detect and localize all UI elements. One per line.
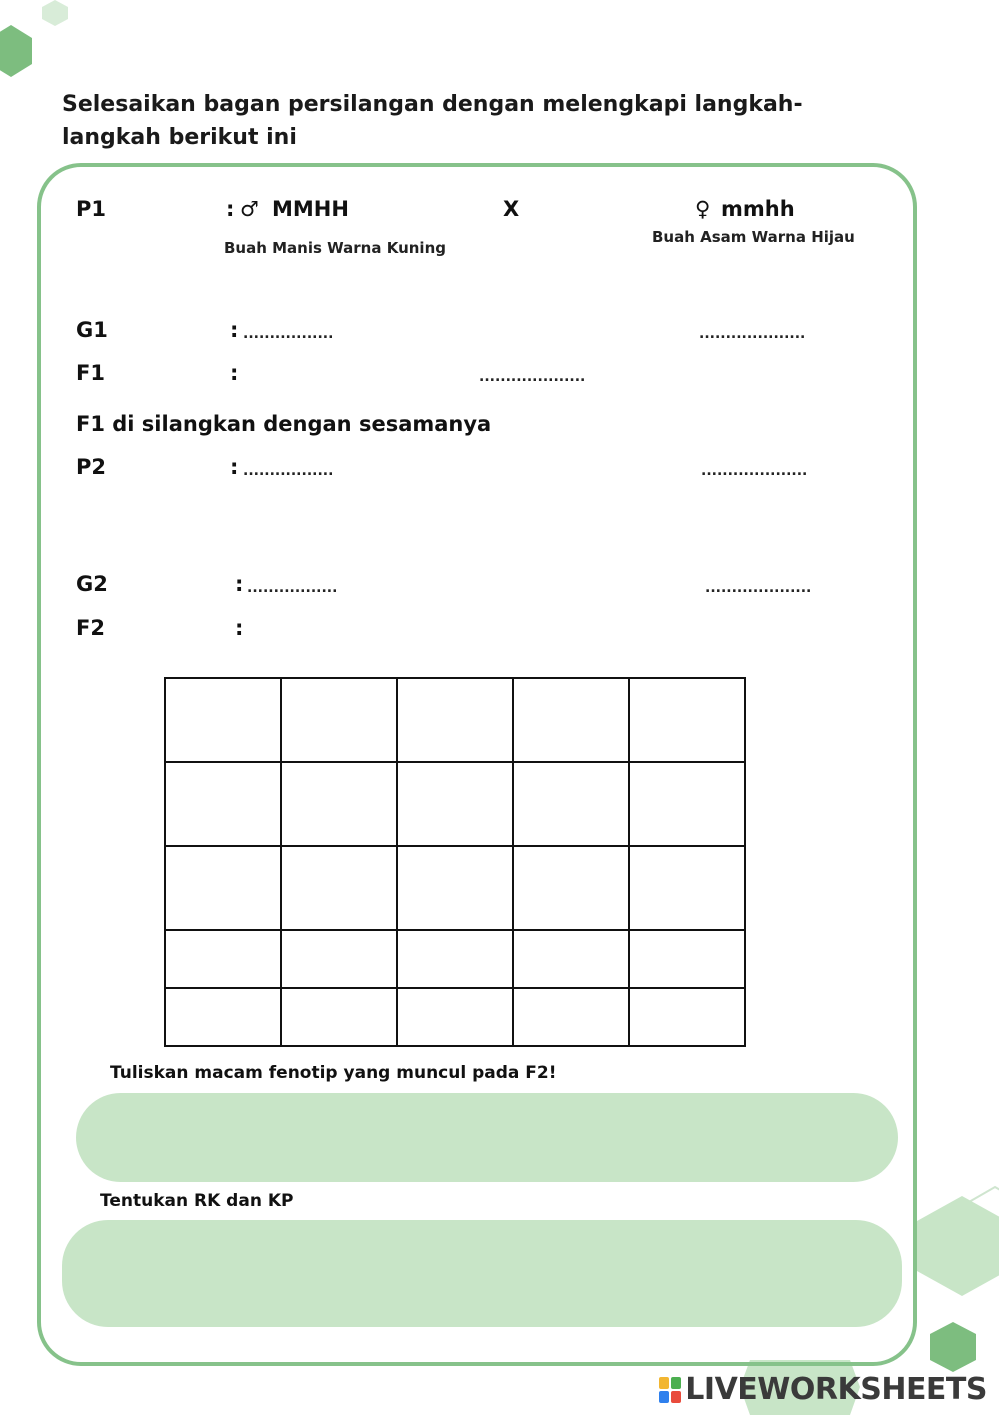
punnett-cell[interactable] (513, 762, 629, 846)
f2-colon: : (235, 616, 244, 640)
page-title: Selesaikan bagan persilangan dengan melengkapi langkah-langkah berikut ini (62, 92, 803, 150)
hexagon-decoration-top-left (0, 25, 32, 77)
punnett-cell[interactable] (397, 846, 513, 930)
female-symbol-icon: ♀ (695, 197, 711, 221)
p1-label: P1 (76, 197, 107, 221)
section-note: F1 di silangkan dengan sesamanya (76, 412, 492, 436)
g1-blank-right[interactable]: .................... (699, 326, 806, 342)
f1-colon: : (230, 361, 239, 385)
p2-label: P2 (76, 455, 107, 479)
p1-colon: : (226, 197, 235, 221)
liveworksheets-logo-icon (659, 1377, 681, 1403)
question-rk-kp: Tentukan RK dan KP (100, 1191, 294, 1211)
punnett-cell[interactable] (165, 678, 281, 762)
punnett-cell[interactable] (397, 930, 513, 988)
brand-text: LIVEWORKSHEETS (685, 1372, 987, 1407)
punnett-cell[interactable] (513, 930, 629, 988)
hexagon-decoration-top-small (40, 0, 70, 26)
male-phenotype: Buah Manis Warna Kuning (224, 239, 446, 257)
answer-box-rk-kp[interactable] (62, 1220, 902, 1327)
punnett-cell[interactable] (281, 762, 397, 846)
liveworksheets-brand[interactable] (659, 1372, 987, 1407)
male-symbol-icon: ♂ (240, 197, 259, 221)
punnett-square (164, 677, 746, 1047)
g2-colon: : (235, 572, 244, 596)
punnett-cell[interactable] (513, 846, 629, 930)
f2-label: F2 (76, 616, 105, 640)
punnett-cell[interactable] (165, 930, 281, 988)
male-genotype: MMHH (272, 197, 349, 221)
p2-blank-right[interactable]: .................... (701, 463, 808, 479)
f1-blank[interactable]: .................... (479, 369, 586, 385)
cross-symbol: X (503, 197, 520, 221)
punnett-cell[interactable] (397, 678, 513, 762)
female-phenotype: Buah Asam Warna Hijau (652, 228, 855, 246)
f1-label: F1 (76, 361, 105, 385)
punnett-cell[interactable] (513, 678, 629, 762)
punnett-cell[interactable] (629, 762, 745, 846)
female-genotype: mmhh (721, 197, 795, 221)
punnett-cell[interactable] (281, 988, 397, 1046)
punnett-cell[interactable] (397, 762, 513, 846)
g1-label: G1 (76, 318, 108, 342)
punnett-cell[interactable] (281, 846, 397, 930)
punnett-cell[interactable] (629, 988, 745, 1046)
g2-blank-right[interactable]: .................... (705, 580, 812, 596)
g2-label: G2 (76, 572, 108, 596)
punnett-cell[interactable] (281, 930, 397, 988)
hexagon-decoration-right-small (930, 1322, 976, 1372)
punnett-cell[interactable] (629, 846, 745, 930)
answer-box-phenotype[interactable] (76, 1093, 898, 1182)
punnett-cell[interactable] (165, 988, 281, 1046)
punnett-cell[interactable] (281, 678, 397, 762)
punnett-cell[interactable] (165, 762, 281, 846)
punnett-cell[interactable] (629, 678, 745, 762)
g2-blank-left[interactable]: ................. (247, 580, 338, 596)
p2-blank-left[interactable]: ................. (243, 463, 334, 479)
punnett-cell[interactable] (513, 988, 629, 1046)
g1-colon: : (230, 318, 239, 342)
hexagon-decoration-right-large (912, 1196, 999, 1296)
question-phenotype: Tuliskan macam fenotip yang muncul pada F2! (110, 1063, 557, 1083)
punnett-cell[interactable] (397, 988, 513, 1046)
g1-blank-left[interactable]: ................. (243, 326, 334, 342)
p2-colon: : (230, 455, 239, 479)
punnett-cell[interactable] (629, 930, 745, 988)
punnett-cell[interactable] (165, 846, 281, 930)
